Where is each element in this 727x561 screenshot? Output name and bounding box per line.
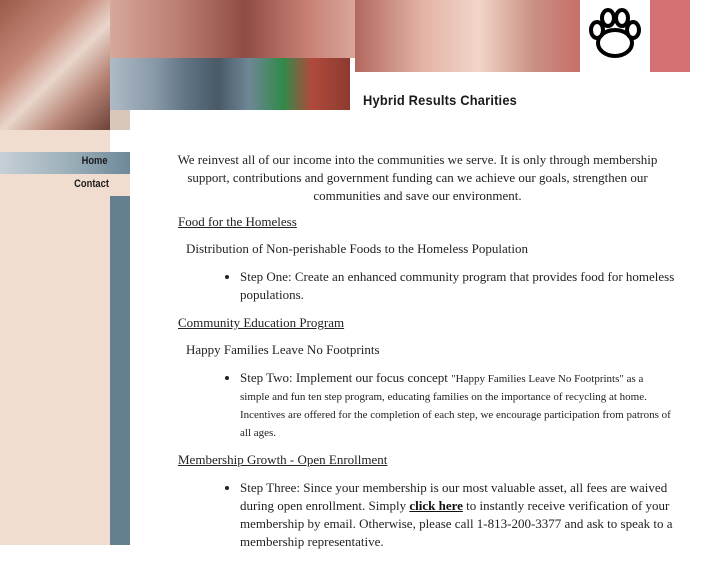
nav-item-home[interactable] — [0, 152, 130, 174]
sidebar-corner — [110, 110, 130, 130]
step-three-rest: to instantly receive verification of your membership by email. Otherwise, please call 1-813-200-3377 and ask to speak to a membership representative. — [240, 498, 673, 549]
community-education-desc: Happy Families Leave No Footprints — [186, 342, 380, 357]
food-homeless-link[interactable]: Food for the Homeless — [178, 214, 297, 229]
main-content — [160, 148, 675, 561]
click-here-link[interactable]: click here — [409, 498, 463, 513]
nav-item-home-label[interactable]: Home — [82, 155, 108, 167]
food-homeless-desc: Distribution of Non-perishable Foods to the Homeless Population — [186, 241, 528, 256]
community-education-link[interactable]: Community Education Program — [178, 315, 345, 330]
paw-print-icon — [584, 5, 646, 67]
step-three-lead: Step Three: Since your membership is our most valuable asset, all fees are waived during open enrollment. Simply — [240, 480, 668, 513]
sidebar-accent-bar — [110, 196, 130, 545]
membership-growth-link[interactable]: Membership Growth - Open Enrollment — [178, 452, 388, 467]
nav-item-contact-label[interactable]: Contact — [74, 178, 109, 190]
site-title: Hybrid Results Charities — [363, 92, 518, 108]
membership-steps — [160, 479, 675, 551]
step-two-detail: "Happy Families Leave No Footprints" as a simple and fun ten step program, educating families on the importance of recycling at home. Incentives are offered for the completion of each step, we encourage participation from patrons of all ages. — [240, 373, 671, 439]
step-one: • Step One: Create an enhanced community program that provides food for homeless populations. — [240, 268, 675, 304]
step-two — [240, 369, 675, 441]
header-photo-child — [0, 0, 110, 130]
header-photo-strip — [110, 58, 350, 110]
header-photo-elder — [110, 0, 355, 58]
header-photo-toddler — [355, 0, 580, 72]
intro-paragraph: We reinvest all of our income into the communities we serve. It is only through membership support, contributions and government funding can we achieve our goals, strengthen our communities and save our environment. — [177, 152, 658, 203]
logo[interactable] — [580, 0, 650, 72]
food-homeless-steps — [160, 268, 675, 304]
step-two-lead: Step Two: Implement our focus concept — [240, 370, 452, 385]
community-education-steps — [160, 369, 675, 441]
step-three — [240, 479, 675, 551]
nav-item-contact[interactable] — [0, 174, 130, 196]
